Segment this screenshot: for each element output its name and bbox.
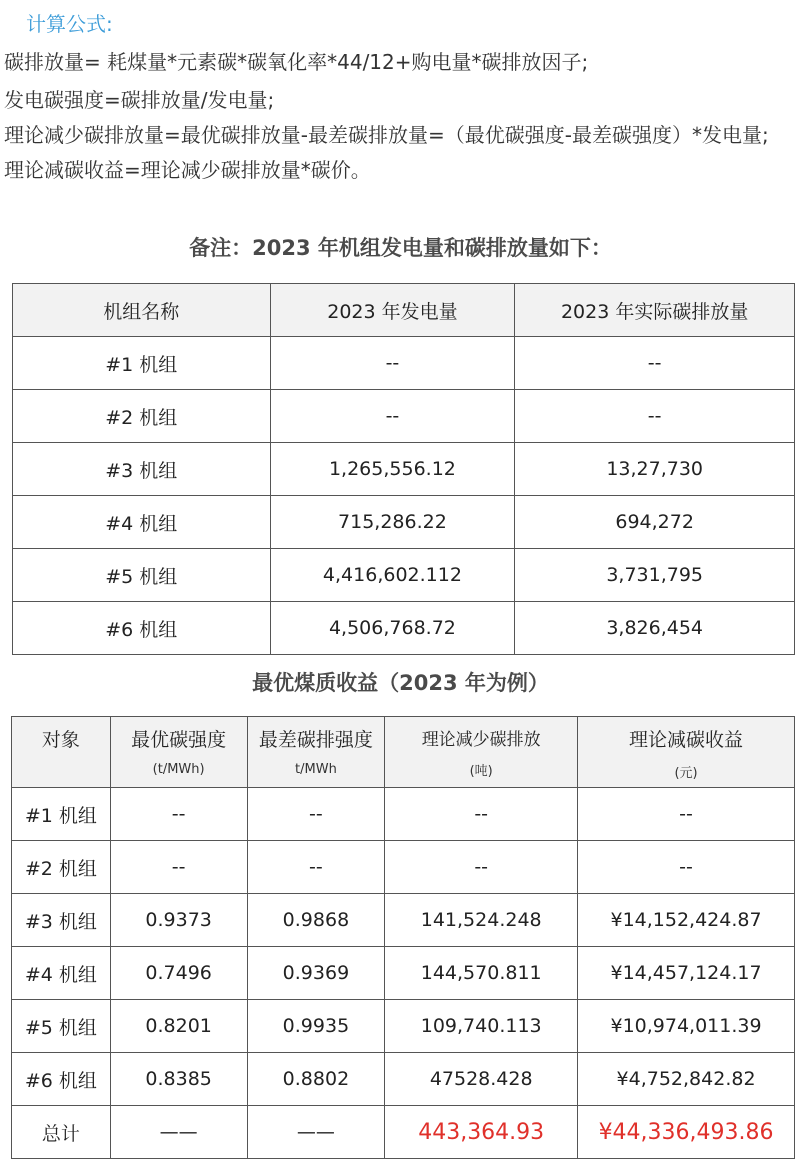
table-header-row: [12, 717, 795, 788]
table-row: [13, 496, 795, 549]
cell-best-intensity: 0.9373: [110, 894, 247, 947]
table-row: [12, 788, 795, 841]
header-unit: (吨): [469, 764, 493, 779]
cell-unit: #5 机组: [12, 1000, 111, 1053]
cell-revenue: --: [578, 841, 795, 894]
cell-emission: 3,826,454: [515, 602, 795, 655]
cell-reduction: 109,740.113: [385, 1000, 578, 1053]
cell-unit: #1 机组: [13, 337, 271, 390]
table-row: [12, 1053, 795, 1106]
cell-unit: #3 机组: [12, 894, 111, 947]
cell-unit: #6 机组: [12, 1053, 111, 1106]
table-row: [12, 1000, 795, 1053]
header-label: 最差碳排强度: [258, 729, 373, 751]
formula-title: 计算公式:: [26, 12, 113, 36]
header-reduction-revenue: [578, 717, 795, 788]
table2-title: 最优煤质收益（2023 年为例）: [252, 671, 549, 695]
cell-emission: 3,731,795: [515, 549, 795, 602]
header-label: 理论减少碳排放: [421, 730, 541, 750]
formula-line-reduction-revenue: 理论减碳收益=理论减少碳排放量*碳价。: [4, 158, 371, 182]
cell-revenue: ¥14,457,124.17: [578, 947, 795, 1000]
cell-reduction: 47528.428: [385, 1053, 578, 1106]
cell-worst-intensity: --: [247, 841, 385, 894]
total-reduction: 443,364.93: [385, 1106, 578, 1159]
formula-line-carbon-intensity: 发电碳强度=碳排放量/发电量;: [4, 88, 275, 112]
cell-best-intensity: --: [110, 841, 247, 894]
cell-best-intensity: 0.8201: [110, 1000, 247, 1053]
cell-reduction: 141,524.248: [385, 894, 578, 947]
cell-unit: #2 机组: [13, 390, 271, 443]
cell-worst-intensity: 0.9868: [247, 894, 385, 947]
cell-emission: 694,272: [515, 496, 795, 549]
table1-title: 备注：2023 年机组发电量和碳排放量如下：: [189, 236, 612, 260]
header-unit: (元): [674, 766, 698, 781]
header-generation: 2023 年发电量: [270, 284, 515, 337]
cell-worst-intensity: 0.9369: [247, 947, 385, 1000]
cell-revenue: ¥10,974,011.39: [578, 1000, 795, 1053]
table-row: [12, 894, 795, 947]
table-row: [13, 337, 795, 390]
cell-emission: --: [515, 337, 795, 390]
cell-reduction: 144,570.811: [385, 947, 578, 1000]
header-worst-intensity: [247, 717, 385, 788]
cell-generation: 4,506,768.72: [270, 602, 515, 655]
cell-unit: #6 机组: [13, 602, 271, 655]
formula-line-carbon-emission: 碳排放量= 耗煤量*元素碳*碳氧化率*44/12+购电量*碳排放因子;: [4, 50, 589, 74]
total-revenue: ¥44,336,493.86: [578, 1106, 795, 1159]
total-best-intensity: ——: [110, 1106, 247, 1159]
header-object: [12, 717, 111, 788]
table-header-row: [13, 284, 795, 337]
header-unit-name: 机组名称: [13, 284, 271, 337]
formula-line-theoretical-reduction: 理论减少碳排放量=最优碳排放量-最差碳排放量=（最优碳强度-最差碳强度）*发电量;: [4, 123, 769, 147]
header-unit: (t/MWh): [152, 762, 205, 777]
cell-worst-intensity: --: [247, 788, 385, 841]
cell-unit: #4 机组: [12, 947, 111, 1000]
cell-generation: --: [270, 390, 515, 443]
cell-revenue: ¥4,752,842.82: [578, 1053, 795, 1106]
header-theoretical-reduction: [385, 717, 578, 788]
cell-generation: 1,265,556.12: [270, 443, 515, 496]
cell-unit: #3 机组: [13, 443, 271, 496]
cell-emission: --: [515, 390, 795, 443]
generation-emission-table: [12, 283, 795, 655]
cell-emission: 13,27,730: [515, 443, 795, 496]
header-actual-emission: 2023 年实际碳排放量: [515, 284, 795, 337]
table-row: [12, 947, 795, 1000]
cell-revenue: ¥14,152,424.87: [578, 894, 795, 947]
cell-unit: #1 机组: [12, 788, 111, 841]
table-row: [13, 443, 795, 496]
cell-generation: 715,286.22: [270, 496, 515, 549]
cell-unit: #4 机组: [13, 496, 271, 549]
header-label: 对象: [41, 729, 80, 751]
cell-generation: 4,416,602.112: [270, 549, 515, 602]
cell-best-intensity: 0.7496: [110, 947, 247, 1000]
table-row: [13, 549, 795, 602]
cell-reduction: --: [385, 788, 578, 841]
table-row: [13, 602, 795, 655]
header-best-intensity: [110, 717, 247, 788]
cell-generation: --: [270, 337, 515, 390]
header-unit: t/MWh: [295, 762, 337, 777]
cell-worst-intensity: 0.8802: [247, 1053, 385, 1106]
cell-revenue: --: [578, 788, 795, 841]
cell-unit: #5 机组: [13, 549, 271, 602]
cell-worst-intensity: 0.9935: [247, 1000, 385, 1053]
total-row: [12, 1106, 795, 1159]
cell-unit: #2 机组: [12, 841, 111, 894]
header-label: 最优碳强度: [131, 729, 227, 751]
cell-best-intensity: 0.8385: [110, 1053, 247, 1106]
header-label: 理论减碳收益: [629, 729, 744, 751]
total-label: 总计: [12, 1106, 111, 1159]
total-worst-intensity: ——: [247, 1106, 385, 1159]
cell-reduction: --: [385, 841, 578, 894]
table-row: [13, 390, 795, 443]
cell-best-intensity: --: [110, 788, 247, 841]
table-row: [12, 841, 795, 894]
optimal-coal-revenue-table: [11, 716, 795, 1159]
